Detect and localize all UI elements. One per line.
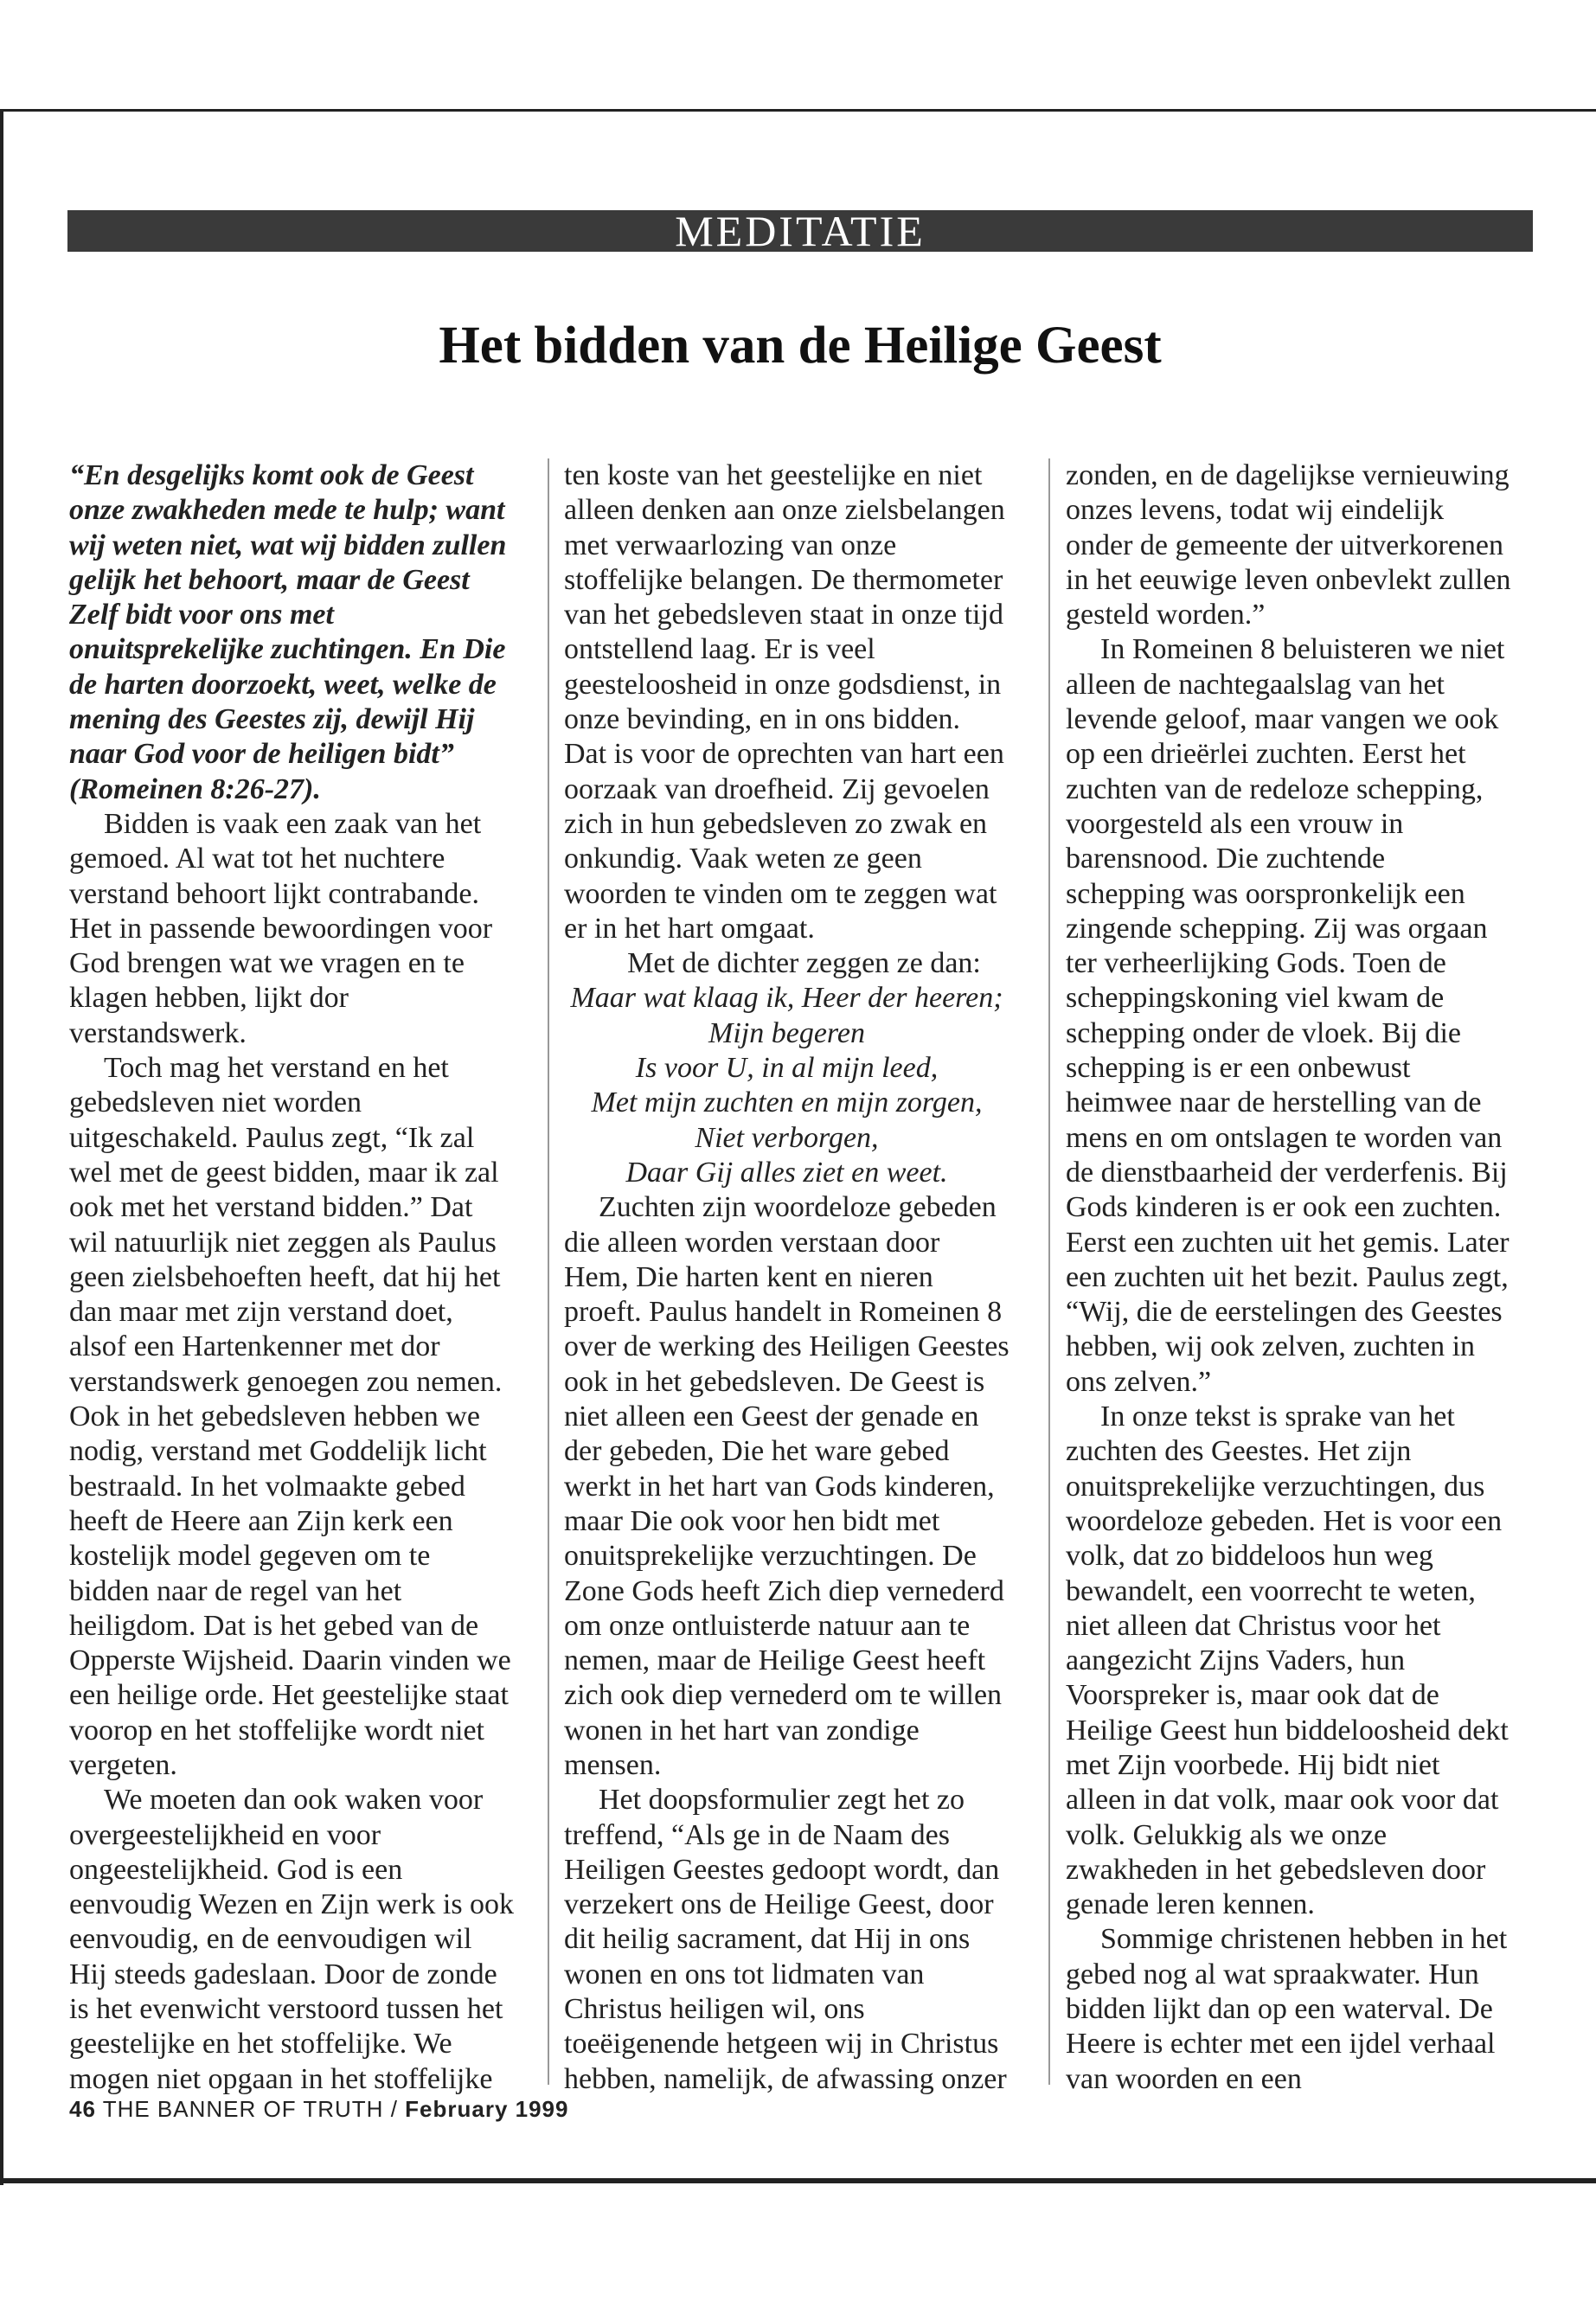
scripture-quote: “En desgelijks komt ook de Geest onze zwakheden mede te hulp; want wij weten niet, wat wij bidden zullen gelijk het behoort, maar de Geest Zelf bidt voor ons met onuitsprekelijke zuchtingen. En Die de harten doorzoekt, weet, welke de mening des Geestes zij, dewijl Hij naar God voor de heiligen bidt” (Romeinen 8:26-27). bbox=[69, 459, 507, 805]
poem-line: Mijn begeren bbox=[708, 1016, 865, 1049]
column-divider bbox=[1048, 458, 1050, 2085]
column-2 bbox=[564, 458, 1010, 2097]
poem-line: Niet verborgen, bbox=[695, 1121, 879, 1154]
column-divider bbox=[548, 458, 549, 2085]
paragraph-continued: ten koste van het geestelijke en niet alleen denken aan onze zielsbelangen met verwaarlozing van onze stoffelijke belangen. De thermometer van het gebedsleven staat in onze tijd ontstellend laag. Er is veel geesteloosheid in onze godsdienst, in onze bevinding, en in ons bidden. Dat is voor de oprechten van hart een oorzaak van droefheid. Zij gevoelen zich in hun gebedsleven zo zwak en onkundig. Vaak weten ze geen woorden te vinden om te zeggen wat er in het hart omgaat. bbox=[564, 459, 1005, 945]
top-rule bbox=[0, 109, 1596, 112]
paragraph: Toch mag het verstand en het gebedsleven niet worden uitgeschakeld. Paulus zegt, “Ik zal wel met de geest bidden, maar ik zal ook met het verstand bidden.” Dat wil natuurlijk niet zeggen als Paulus geen zielsbehoeften heeft, dat hij het dan maar met zijn verstand doet, alsof een Hartenkenner met dor verstandswerk genoegen zou nemen. Ook in het gebedsleven hebben we nodig, verstand met Goddelijk licht bestraald. In het volmaakte gebed heeft de Heere aan Zijn kerk een kostelijk model gegeven om te bidden naar de regel van het heiligdom. Dat is het gebed van de Opperste Wijsheid. Daarin vinden we een heilige orde. Het geestelijke staat voorop en het stoffelijke wordt niet vergeten. bbox=[69, 1052, 511, 1781]
poem bbox=[564, 981, 1010, 1190]
article-title: Het bidden van de Heilige Geest bbox=[439, 317, 1162, 375]
paragraph: Het doopsformulier zegt het zo treffend, “Als ge in de Naam des Heiligen Geestes gedoopt wordt, dan verzekert ons de Heilige Geest, door dit heilig sacrament, dat Hij in ons wonen en ons tot lidmaten van Christus heiligen wil, ons toeëigenende hetgeen wij in Christus hebben, namelijk, de afwassing onzer bbox=[564, 1784, 1007, 2095]
left-edge-rule bbox=[0, 109, 3, 2185]
paragraph: In onze tekst is sprake van het zuchten des Geestes. Het zijn onuitsprekelijke verzuchtingen, dus woordeloze gebeden. Het is voor een volk, dat zo biddeloos hun weg bewandelt, een voorrecht te weten, niet alleen dat Christus voor het aangezicht Zijns Vaders, hun Voorspreker is, maar ook dat de Heilige Geest hun biddeloosheid dekt met Zijn voorbede. Hij bidt niet alleen in dat volk, maar ook voor dat volk. Gelukkig als we onze zwakheden in het gebedsleven door genade leren kennen. bbox=[1066, 1400, 1509, 1921]
page-footer bbox=[69, 2096, 568, 2123]
poem-line: Daar Gij alles ziet en weet. bbox=[625, 1156, 948, 1189]
poem-line: Met mijn zuchten en mijn zorgen, bbox=[591, 1086, 983, 1119]
column-1 bbox=[69, 458, 515, 2097]
poem-line: Is voor U, in al mijn leed, bbox=[635, 1052, 939, 1085]
bottom-rule bbox=[0, 2178, 1596, 2183]
paragraph-continued: zonden, en de dagelijkse vernieuwing onzes levens, todat wij eindelijk onder de gemeente der uitverkorenen in het eeuwige leven onbevlekt zullen gesteld worden.” bbox=[1066, 459, 1511, 631]
page-number: 46 bbox=[69, 2096, 96, 2122]
issue-date: February 1999 bbox=[405, 2096, 569, 2122]
section-banner: MEDITATIE bbox=[67, 210, 1533, 252]
publication-name: THE BANNER OF TRUTH bbox=[102, 2096, 384, 2122]
column-3 bbox=[1066, 458, 1511, 2097]
poem-intro: Met de dichter zeggen ze dan: bbox=[627, 947, 981, 980]
paragraph: Zuchten zijn woordeloze gebeden die alleen worden verstaan door Hem, Die harten kent en nieren proeft. Paulus handelt in Romeinen 8 over de werking des Heiligen Geestes ook in het gebedsleven. De Geest is niet alleen een Geest der genade en der gebeden, Die het ware gebed werkt in het hart van Gods kinderen, maar Die ook voor hen bidt met onuitsprekelijke verzuchtingen. De Zone Gods heeft Zich diep vernederd om onze ontluisterde natuur aan te nemen, maar de Heilige Geest heeft zich ook diep vernederd om te willen wonen in het hart van zondige mensen. bbox=[564, 1191, 1010, 1781]
poem-line: Maar wat klaag ik, Heer der heeren; bbox=[570, 982, 1003, 1015]
paragraph: Bidden is vaak een zaak van het gemoed. Al wat tot het nuchtere verstand behoort lijkt contrabande. Het in passende bewoordingen voor God brengen wat we vragen en te klagen hebben, lijkt dor verstandswerk. bbox=[69, 807, 493, 1049]
paragraph: Sommige christenen hebben in het gebed nog al wat spraakwater. Hun bidden lijkt dan op een waterval. De Heere is echter met een ijdel verhaal van woorden en een bbox=[1066, 1923, 1508, 2095]
paragraph: We moeten dan ook waken voor overgeestelijkheid en voor ongeestelijkheid. God is een eenvoudig Wezen en Zijn werk is ook eenvoudig, en de eenvoudigen wil Hij steeds gadeslaan. Door de zonde is het evenwicht verstoord tussen het geestelijke en het stoffelijke. We mogen niet opgaan in het stoffelijke bbox=[69, 1784, 515, 2095]
footer-separator: / bbox=[390, 2096, 398, 2122]
paragraph: In Romeinen 8 beluisteren we niet alleen de nachtegaalslag van het levende geloof, maar vangen we ook op een drieërlei zuchten. Eerst het zuchten van de redeloze schepping, voorgesteld als een vrouw in barensnood. Die zuchtende schepping was oorspronkelijk een zingende schepping. Zij was orgaan ter verheerlijking Gods. Toen de scheppingskoning viel kwam de schepping onder de vloek. Bij die schepping is er een onbewust heimwee naar de herstelling van de mens en om ontslagen te worden van de dienstbaarheid der verderfenis. Bij Gods kinderen is er ook een zuchten. Eerst een zuchten uit het gemis. Later een zuchten uit het bezit. Paulus zegt, “Wij, die de eerstelingen des Geestes hebben, wij ook zelven, zuchten in ons zelven.” bbox=[1066, 633, 1509, 1398]
